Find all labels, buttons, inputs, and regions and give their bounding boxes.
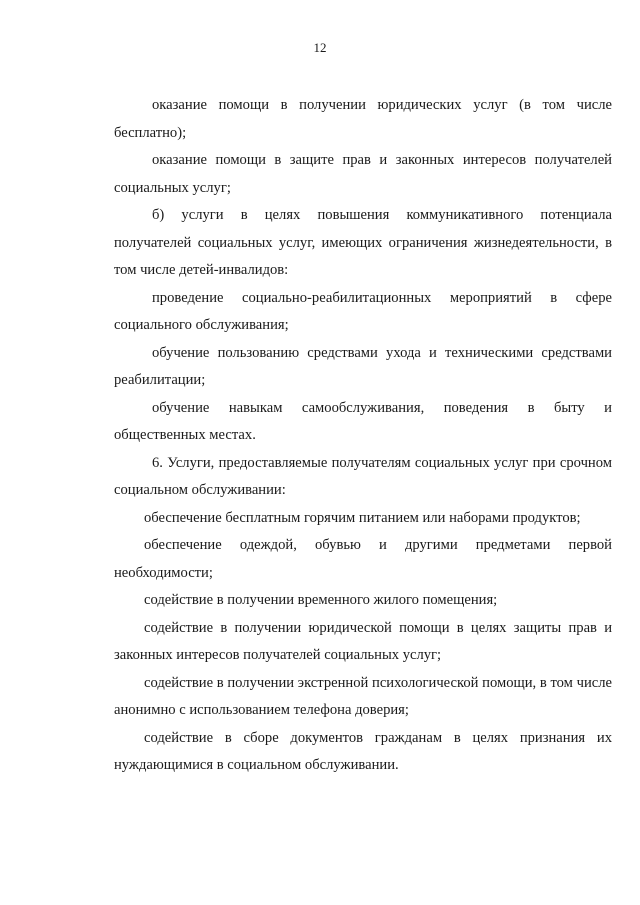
paragraph-communication-services: б) услуги в целях повышения коммуникативного потенциала получателей социальных услуг, имеющих ограничения жизнедеятельности, в том числе детей-инвалидов: <box>114 207 612 278</box>
paragraph-psychological-help: содействие в получении экстренной психологической помощи, в том числе анонимно с использованием телефона доверия; <box>114 674 612 718</box>
paragraph-legal-services: оказание помощи в получении юридических услуг (в том числе бесплатно); <box>114 97 612 141</box>
paragraph-care-means-training: обучение пользованию средствами ухода и техническими средствами реабилитации; <box>114 344 612 388</box>
paragraph-clothing-provision: обеспечение одеждой, обувью и другими предметами первой необходимости; <box>114 537 612 581</box>
paragraph-document-collection: содействие в сборе документов гражданам в целях признания их нуждающимися в социальном обслуживании. <box>114 729 612 773</box>
document-body <box>114 92 612 780</box>
paragraph-rights-protection: оказание помощи в защите прав и законных интересов получателей социальных услуг; <box>114 152 612 196</box>
paragraph-rehabilitation-activities: проведение социально-реабилитационных мероприятий в сфере социального обслуживания; <box>114 289 612 333</box>
paragraph-free-meals: обеспечение бесплатным горячим питанием или наборами продуктов; <box>144 509 581 526</box>
page-number: 12 <box>313 40 327 55</box>
paragraph-self-service-training: обучение навыкам самообслуживания, поведения в быту и общественных местах. <box>114 399 612 443</box>
paragraph-legal-assistance: содействие в получении юридической помощи в целях защиты прав и законных интересов получателей социальных услуг; <box>114 619 612 663</box>
paragraph-temporary-housing: содействие в получении временного жилого помещения; <box>144 592 498 608</box>
paragraph-urgent-services-heading: 6. Услуги, предоставляемые получателям социальных услуг при срочном социальном обслуживании: <box>114 454 612 498</box>
